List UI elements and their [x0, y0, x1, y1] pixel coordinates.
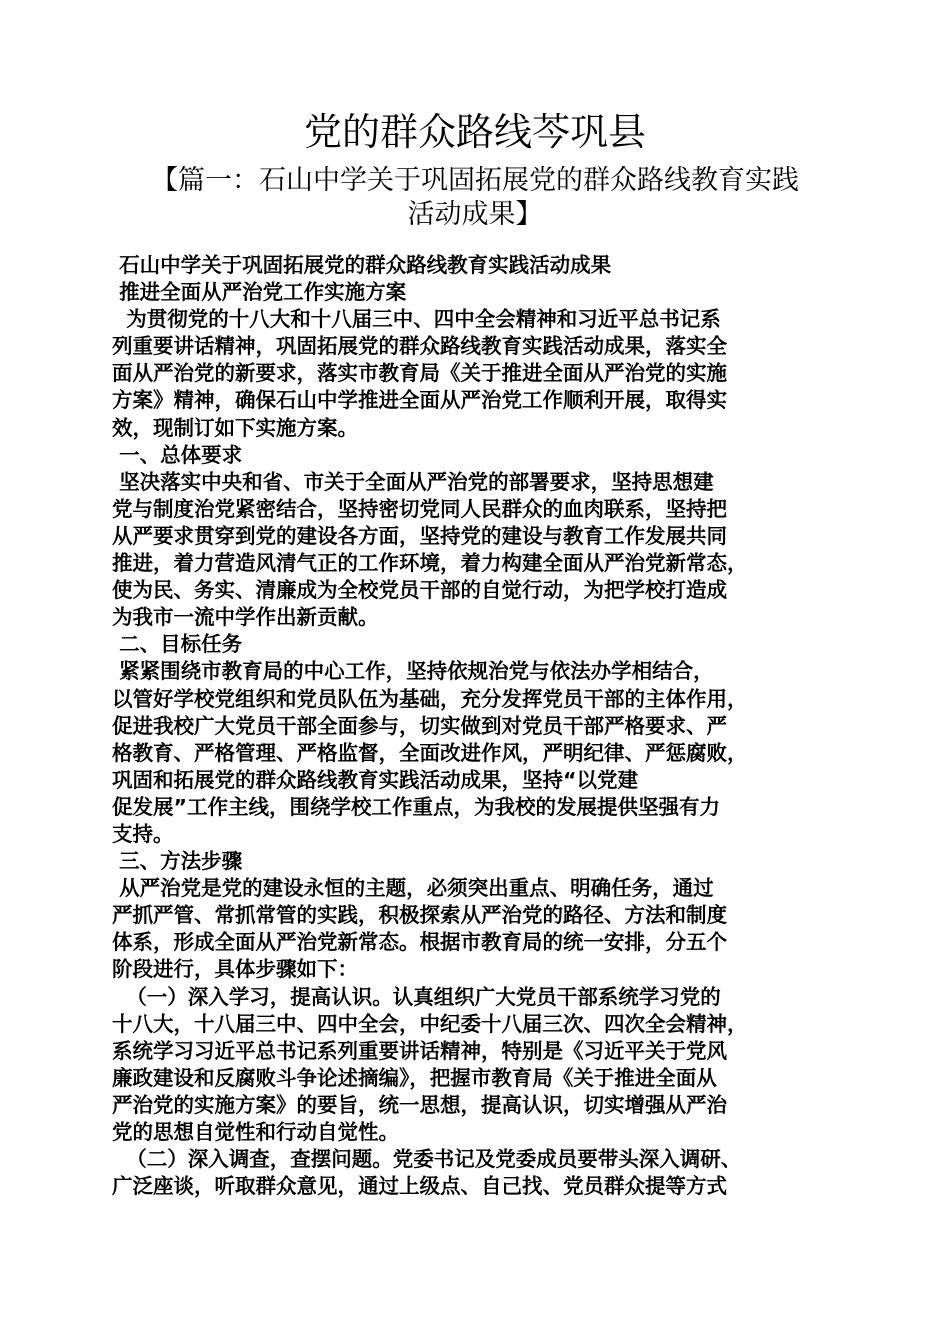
- body-line: 廉政建设和反腐败斗争论述摘编》，把握市教育局《关于推进全面从: [112, 1065, 717, 1090]
- body-line: 促进我校广大党员干部全面参与，切实做到对党员干部严格要求、严: [112, 713, 727, 738]
- document-body: [112, 252, 852, 1200]
- body-line: 效，现制订如下实施方案。: [112, 415, 358, 440]
- body-line: 为我市一流中学作出新贡献。: [112, 605, 379, 630]
- body-line: 巩固和拓展党的群众路线教育实践活动成果，坚持“以党建: [112, 767, 638, 792]
- body-line: 石山中学关于巩固拓展党的群众路线教育实践活动成果: [112, 253, 612, 277]
- body-line: 格教育、严格管理、严格监督，全面改进作风，严明纪律、严惩腐败，: [112, 740, 748, 765]
- body-line: 严抓严管、常抓常管的实践，积极探索从严治党的路径、方法和制度: [112, 903, 727, 928]
- body-line: 严治党的实施方案》的要旨，统一思想，提高认识，切实增强从严治: [112, 1092, 727, 1117]
- body-line: 从严治党是党的建设永恒的主题，必须突出重点、明确任务，通过: [112, 876, 714, 901]
- body-line: 紧紧围绕市教育局的中心工作，坚持依规治党与依法办学相结合，: [112, 659, 714, 684]
- body-line: 系统学习习近平总书记系列重要讲话精神，特别是《习近平关于党风: [112, 1038, 727, 1063]
- body-line: 一、总体要求: [112, 442, 243, 467]
- body-line: （二）深入调查，查摆问题。党委书记及党委成员要带头深入调研、: [112, 1147, 742, 1172]
- body-line: 体系，形成全面从严治党新常态。根据市教育局的统一安排，分五个: [112, 930, 727, 955]
- body-line: 使为民、务实、清廉成为全校党员干部的自觉行动，为把学校打造成: [112, 578, 727, 603]
- body-line: 党与制度治党紧密结合，坚持密切党同人民群众的血肉联系，坚持把: [112, 496, 727, 521]
- body-line: 方案》精神，确保石山中学推进全面从严治党工作顺利开展，取得实: [112, 388, 727, 413]
- subtitle-line: 活动成果】: [407, 199, 543, 230]
- document-title: 党的群众路线芩巩县: [303, 110, 646, 154]
- subtitle-line: 【篇一：石山中学关于巩固拓展党的群众路线教育实践: [151, 165, 799, 196]
- body-line: 支持。: [112, 821, 174, 846]
- body-line: 促发展”工作主线，围绕学校工作重点，为我校的发展提供坚强有力: [112, 794, 720, 819]
- body-line: 为贯彻党的十八大和十八届三中、四中全会精神和习近平总书记系: [112, 307, 721, 332]
- body-line: 推进，着力营造风清气正的工作环境，着力构建全面从严治党新常态，: [112, 551, 748, 576]
- body-line: 二、目标任务: [112, 632, 243, 657]
- body-line: 广泛座谈，听取群众意见，通过上级点、自己找、党员群众提等方式: [112, 1174, 727, 1199]
- body-line: （一）深入学习，提高认识。认真组织广大党员干部系统学习党的: [112, 984, 721, 1009]
- body-line: 阶段进行，具体步骤如下：: [112, 957, 358, 982]
- body-line: 十八大，十八届三中、四中全会，中纪委十八届三次、四次全会精神，: [112, 1011, 748, 1036]
- body-line: 党的思想自觉性和行动自觉性。: [112, 1120, 399, 1144]
- document-subtitle: [100, 164, 850, 232]
- body-line: 推进全面从严治党工作实施方案: [112, 280, 407, 305]
- body-line: 坚决落实中央和省、市关于全面从严治党的部署要求，坚持思想建: [112, 469, 714, 494]
- body-line: 三、方法步骤: [112, 849, 243, 874]
- body-line: 以管好学校党组织和党员队伍为基础，充分发挥党员干部的主体作用，: [112, 686, 748, 711]
- body-line: 列重要讲话精神，巩固拓展党的群众路线教育实践活动成果，落实全: [112, 334, 727, 359]
- body-line: 从严要求贯穿到党的建设各方面，坚持党的建设与教育工作发展共同: [112, 523, 727, 548]
- body-line: 面从严治党的新要求，落实市教育局《关于推进全面从严治党的实施: [112, 361, 727, 386]
